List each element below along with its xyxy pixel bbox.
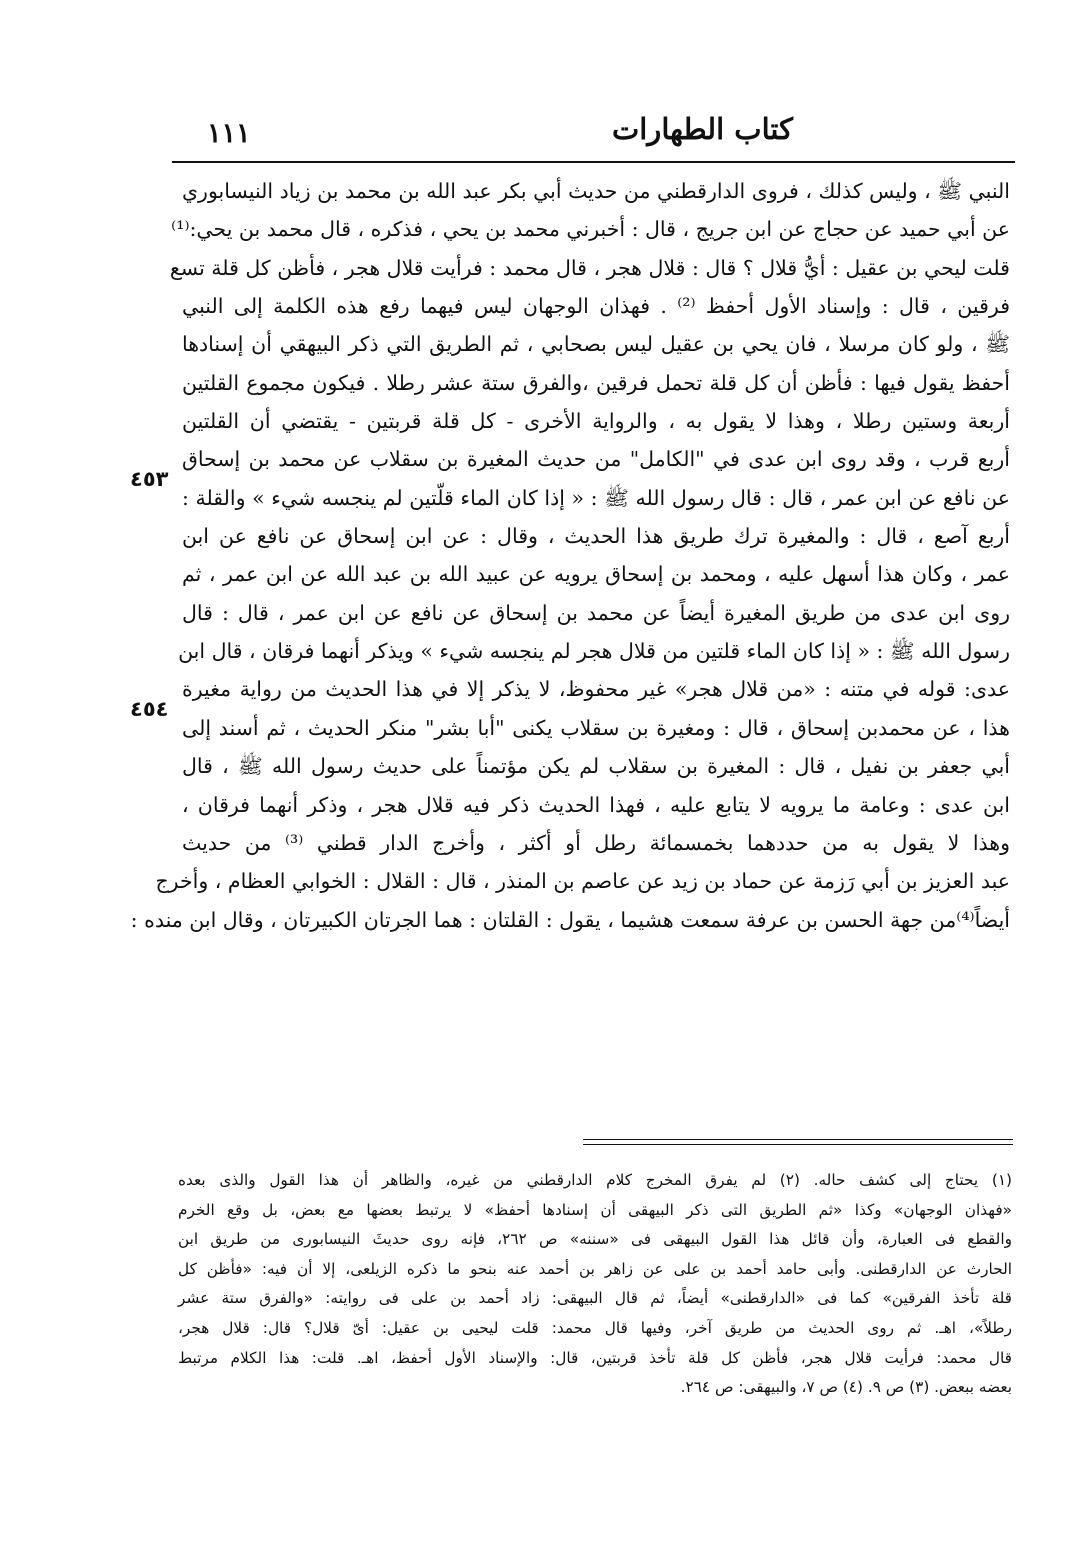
footnote-line: قلة تأخذ الفرقين» كما فى «الدارقطنى» أيضاً، ثم قال البيهقى: زاد أحمد بن على فى روايته: «والفرق ستة عشر	[178, 1289, 1012, 1308]
text-line: فرقين ، قال : وإسناد الأول أحفظ ⁽²⁾ . فهذان الوجهان ليس فيهما رفع هذه الكلمة إلى النبي	[182, 294, 1010, 319]
hadith-number: ٤٥٤	[130, 697, 169, 721]
page-number: ١١١	[207, 118, 251, 149]
book-title: كتاب الطهارات	[611, 112, 793, 146]
text-line: أربعة وستين رطلا ، وهذا لا يقول به ، والرواية الأخرى - كل قلة قربتين - يقتضي أن القلتين	[182, 409, 1010, 434]
text-line: أربع آصع ، قال : والمغيرة ترك طريق هذا الحديث ، وقال : عن ابن إسحاق عن نافع عن ابن	[182, 524, 1010, 549]
footnote-line: «فهذان الوجهان» وكذا «ثم الطريق التى ذكر البيهقى أن إسنادها أحفظ» لا يرتبط بعضها مع بعض، بل وقع الخرم	[178, 1200, 1012, 1219]
text-line: أحفظ يقول فيها : فأظن أن كل قلة تحمل فرقين ،والفرق ستة عشر رطلا . فيكون مجموع القلتين	[182, 370, 1010, 395]
text-line: هذا ، عن محمدبن إسحاق ، قال : ومغيرة بن سقلاب يكنى "أبا بشر" منكر الحديث ، ثم أسند إلى	[182, 715, 1010, 740]
text-line: النبي ﷺ ، وليس كذلك ، فروى الدارقطني من حديث أبي بكر عبد الله بن محمد بن زياد النيسابوري	[182, 179, 1010, 203]
text-line: روى ابن عدى من طريق المغيرة أيضاً عن محمد بن إسحاق عن نافع عن ابن عمر ، قال : قال	[182, 600, 1010, 625]
footnote-line: بعضه ببعض. (٣) ص ٩. (٤) ص ٧، والبيهقى: ص ٢٦٤.	[680, 1378, 1012, 1397]
text-line: رسول الله ﷺ : « إذا كان الماء قلتين من قلال هجر لم ينجسه شيء » ويذكر أنهما فرقان ، قال ابن	[178, 639, 1010, 664]
text-line: عدى: قوله في متنه : «من قلال هجر» غير محفوظ، لا يذكر إلا في هذا الحديث من رواية مغيرة	[182, 677, 1010, 702]
footnote-line: قال محمد: فرأيت قلال هجر، فأظن كل قلة تأخذ قربتين، قال: والإسناد الأول أحفظ، اهـ. قلت: هذا الكلام مرتبط	[178, 1348, 1012, 1367]
text-line: عن أبي حميد عن حجاج عن ابن جريج ، قال : أخبرني محمد بن يحي ، فذكره ، قال محمد بن يحي:⁽¹⁾	[171, 217, 1010, 242]
text-line: أيضاً⁽⁴⁾من جهة الحسن بن عرفة سمعت هشيما ، يقول : القلتان : هما الجرتان الكبيرتان ، وقال ابن منده :	[130, 907, 1010, 932]
hadith-number: ٤٥٣	[130, 467, 169, 491]
text-line: ابن عدى : وعامة ما يرويه لا يتابع عليه ، فهذا الحديث ذكر فيه قلال هجر ، وذكر أنهما فرقان ،	[182, 792, 1010, 817]
text-line: قلت ليحي بن عقيل : أيُّ قلال ؟ قال : قلال هجر ، قال محمد : فرأيت قلال هجر ، فأظن كل قلة تسع	[169, 255, 1010, 280]
text-line: عن نافع عن ابن عمر ، قال : قال رسول الله ﷺ : « إذا كان الماء قلّتين لم ينجسه شيء » والقلة :	[182, 485, 1010, 510]
text-line: وهذا لا يقول به من حددهما بخمسمائة رطل أو أكثر ، وأخرج الدار قطني ⁽³⁾ من حديث	[182, 830, 1011, 855]
footnote-rule	[583, 1144, 1013, 1145]
footnote-line: والقطع فى العبارة، وأن قائل هذا القول البيهقى فى «سننه» ص ٢٦٢، فإنه روى حديثَ النيسابورى من طريق ابن	[178, 1230, 1012, 1249]
text-line: عبد العزيز بن أبي رَزمة عن حماد بن زيد عن عاصم بن المنذر ، قال : القلال : الخوابي العظام ، وأخرج	[155, 869, 1010, 894]
text-line: ﷺ ، ولو كان مرسلا ، فان يحي بن عقيل ليس بصحابي ، ثم الطريق التي ذكر البيهقي أن إسنادها	[182, 332, 1010, 357]
text-line: عمر ، وكان هذا أسهل عليه ، ومحمد بن إسحاق يرويه عن عبيد الله بن عبد الله عن ابن عمر ، ثم	[182, 562, 1010, 587]
header-rule	[172, 161, 1015, 163]
text-line: أربع قرب ، وقد روى ابن عدى في "الكامل" من حديث المغيرة بن سقلاب عن محمد بن إسحاق	[182, 447, 1010, 472]
footnotes	[178, 1166, 1012, 1403]
footnote-line: الحارث عن الدارقطنى. وأبى حامد أحمد بن على عن زاهر بن أحمد عنه بنحو ما ذكره الزيلعى، إلا أن فيه: «فأظن كل	[178, 1259, 1012, 1278]
footnote-rule	[583, 1139, 1013, 1140]
footnote-line: (١) يحتاج إلى كشف حاله. (٢) لم يفرق المخرج كلام الدارقطني من غيره، والظاهر أن هذا القول والذى بعده	[178, 1171, 1012, 1189]
footnote-line: رطلاً»، اهـ. ثم روى الحديث من طريق آخر، وفيها قال محمد: قلت ليحيى بن عقيل: أىّ قلال؟ قال: قلال هجر،	[178, 1318, 1012, 1337]
text-line: أبي جعفر بن نفيل ، قال : المغيرة بن سقلاب لم يكن مؤتمناً على حديث رسول الله ﷺ ، قال	[182, 754, 1010, 779]
page-header	[175, 104, 1013, 160]
